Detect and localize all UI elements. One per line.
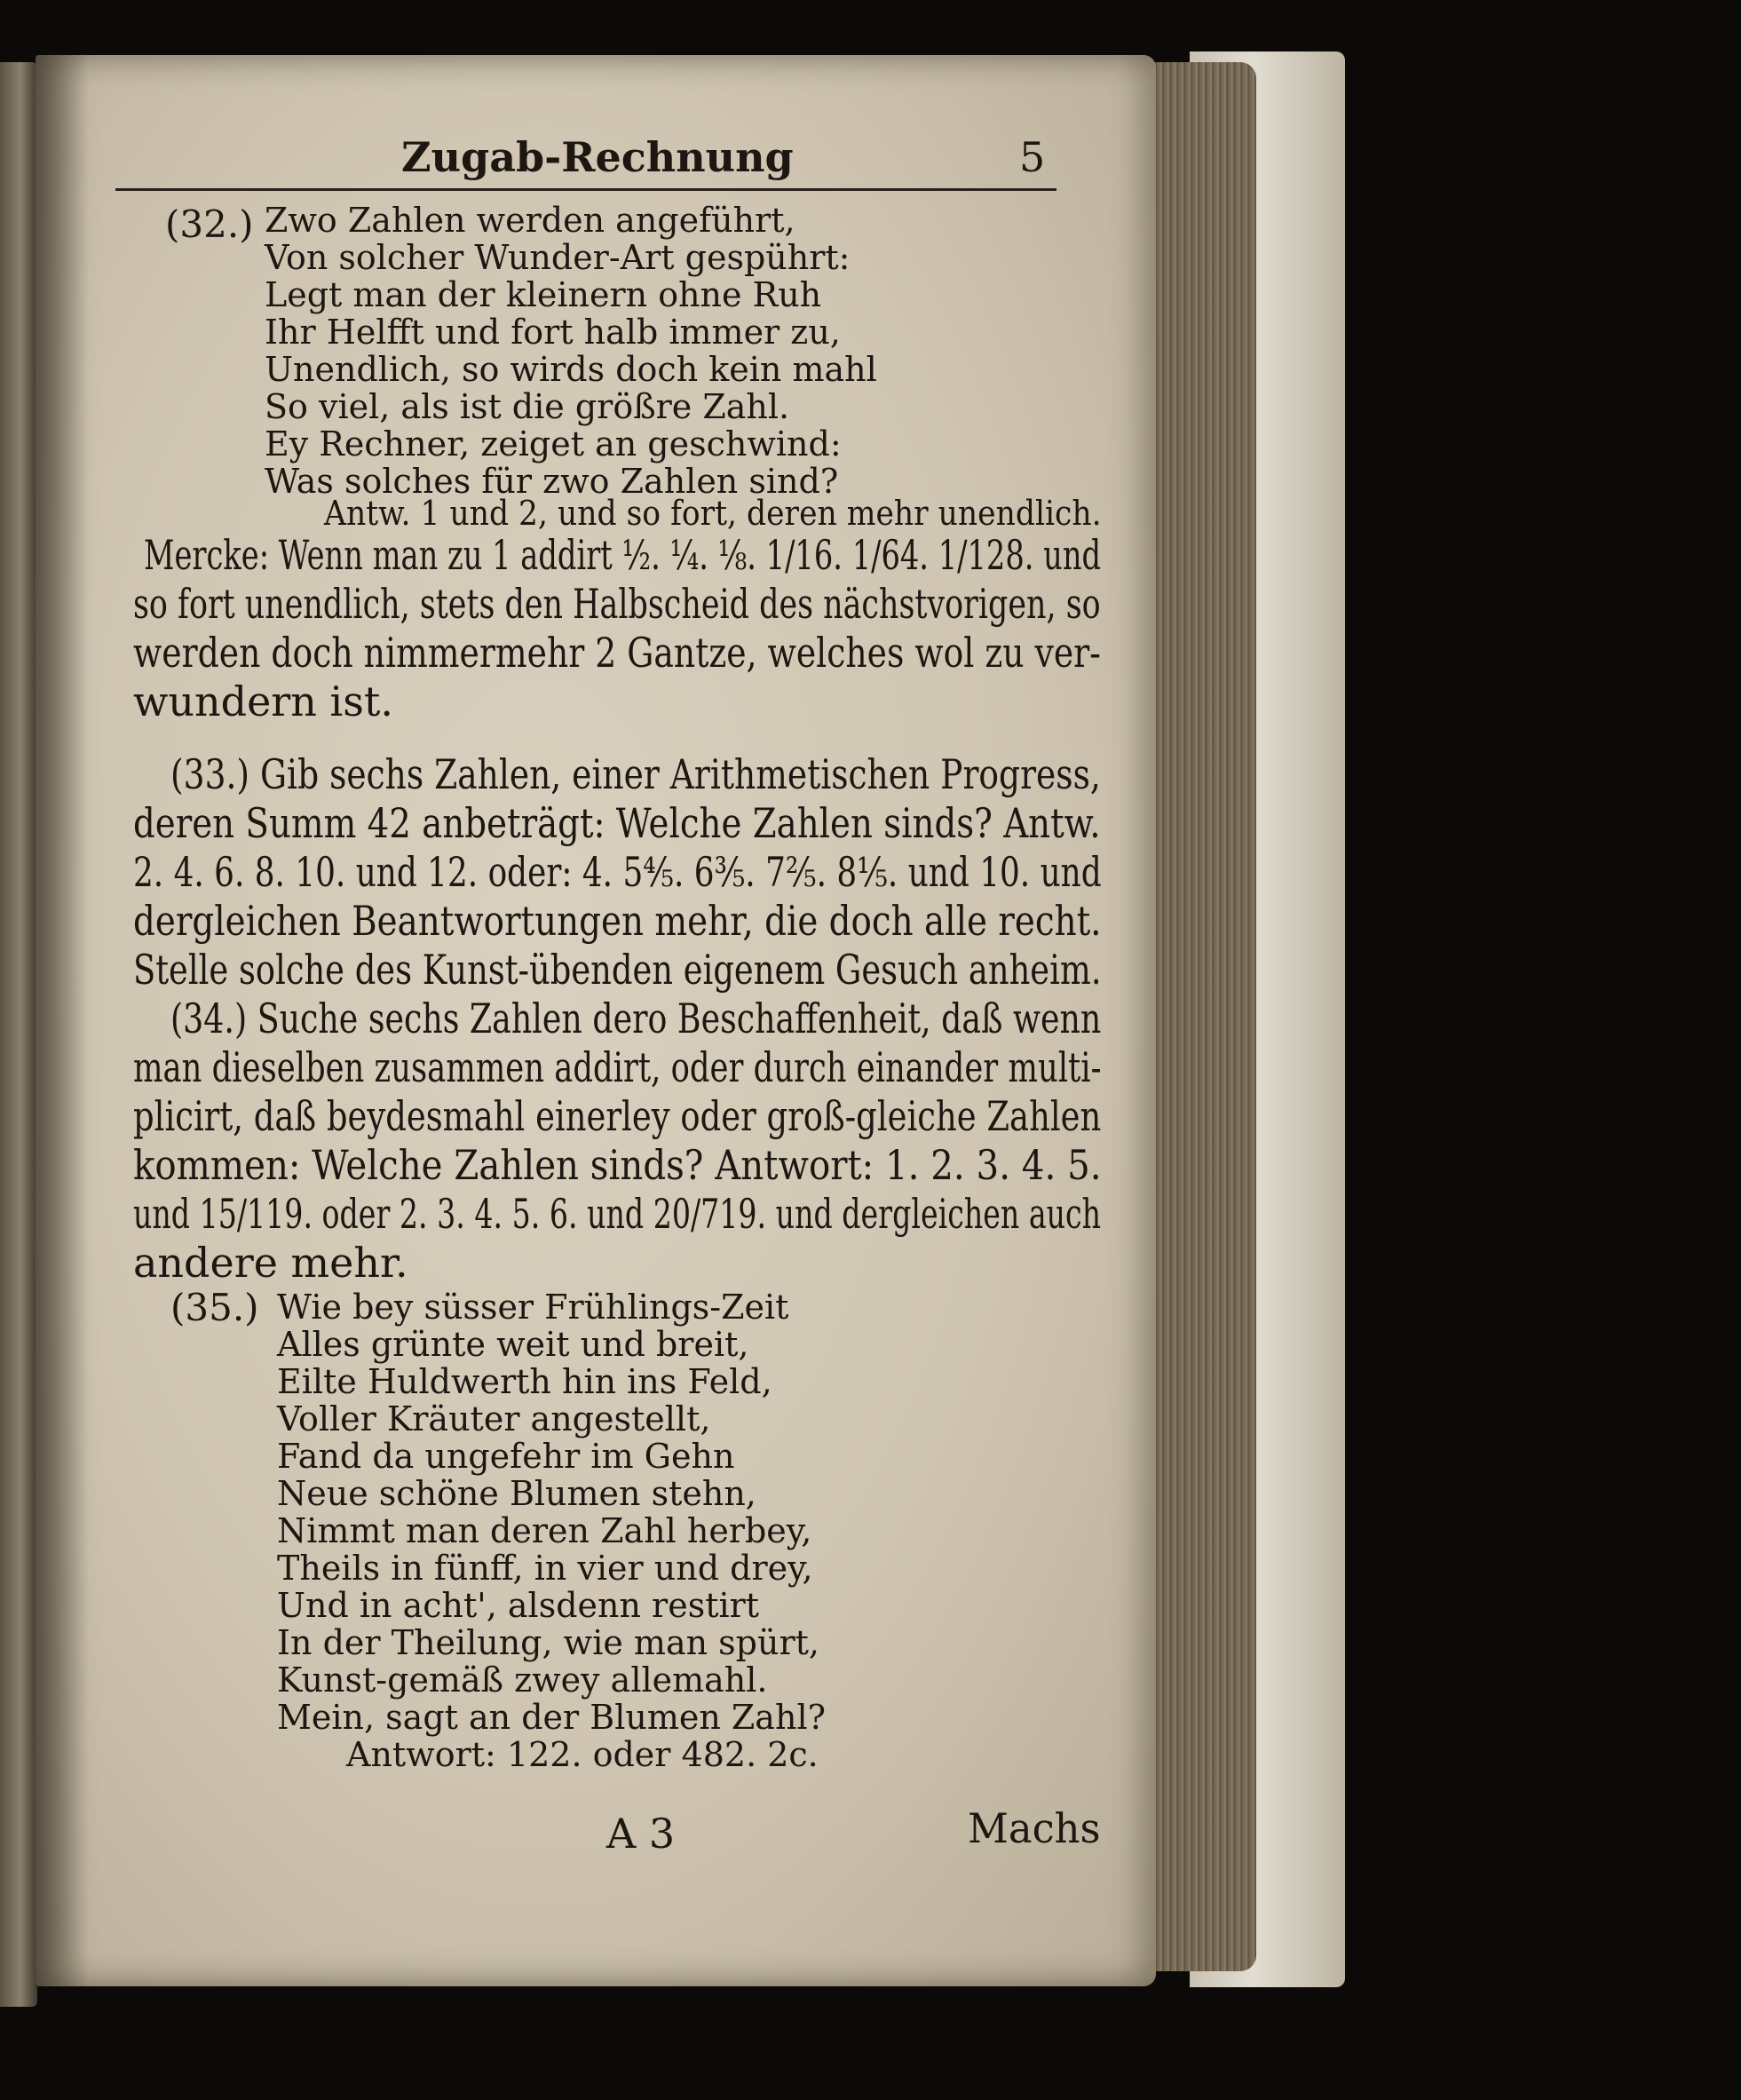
verse-line: Nimmt man deren Zahl herbey, <box>277 1511 812 1550</box>
page-gutter-shadow <box>36 55 89 1986</box>
problem-35-answer: Antwort: 122. oder 482. 2c. <box>346 1735 819 1774</box>
verse-line: Was solches für zwo Zahlen sind? <box>265 462 839 501</box>
verse-line: Legt man der kleinern ohne Ruh <box>265 275 822 314</box>
problem-34-line: man dieselben zusammen addirt, oder durch einander multi- <box>133 1043 1102 1091</box>
verse-line: Fand da ungefehr im Gehn <box>277 1437 735 1476</box>
problem-34-line: und 15/119. oder 2. 3. 4. 5. 6. und 20/719. und dergleichen auch <box>133 1190 1102 1238</box>
verse-line: Und in acht', alsdenn restirt <box>277 1586 760 1625</box>
verse-line: Ihr Helfft und fort halb immer zu, <box>265 313 841 352</box>
verse-line: Mein, sagt an der Blumen Zahl? <box>277 1698 826 1737</box>
note-line: so fort unendlich, stets den Halbscheid des nächstvorigen, so <box>133 580 1101 628</box>
verse-line: In der Theilung, wie man spürt, <box>277 1623 819 1662</box>
problem-33-line: Stelle solche des Kunst-übenden eigenem Gesuch anheim. <box>133 946 1102 994</box>
note-line: werden doch nimmermehr 2 Gantze, welches wol zu ver- <box>133 629 1101 677</box>
problem-35-number: (35.) <box>170 1286 259 1329</box>
page-number: 5 <box>1019 133 1046 181</box>
verse-line: Von solcher Wunder-Art gespührt: <box>265 238 851 277</box>
verse-line: Kunst-gemäß zwey allemahl. <box>277 1660 768 1700</box>
verse-line: Ey Rechner, zeiget an geschwind: <box>265 424 842 464</box>
note-line: wundern ist. <box>133 678 393 725</box>
verse-line: Neue schöne Blumen stehn, <box>277 1474 756 1513</box>
problem-34-line: andere mehr. <box>133 1239 408 1287</box>
problem-34-line: plicirt, daß beydesmahl einerley oder groß-gleiche Zahlen <box>133 1092 1102 1140</box>
problem-32-number: (32.) <box>165 202 254 246</box>
problem-33-line: 2. 4. 6. 8. 10. und 12. oder: 4. 5⅘. 6⅗. 7⅖. 8⅕. und 10. und <box>133 848 1102 896</box>
problem-33-line: dergleichen Beantwortungen mehr, die doch alle recht. <box>133 897 1102 945</box>
header-rule <box>115 188 1056 191</box>
problem-34-line: (34.) Suche sechs Zahlen dero Beschaffenheit, daß wenn <box>170 995 1102 1042</box>
problem-33-line: deren Summ 42 anbeträgt: Welche Zahlen sinds? Antw. <box>133 799 1101 847</box>
catchword: Machs <box>968 1804 1101 1852</box>
signature-mark: A 3 <box>606 1810 676 1858</box>
verse-line: Alles grünte weit und breit, <box>277 1325 749 1364</box>
verse-line: Eilte Huldwerth hin ins Feld, <box>277 1362 772 1401</box>
problem-34-line: kommen: Welche Zahlen sinds? Antwort: 1. 2. 3. 4. 5. <box>133 1141 1102 1189</box>
left-page-edge <box>0 62 37 2007</box>
verse-line: Unendlich, so wirds doch kein mahl <box>265 350 877 389</box>
problem-33-line: (33.) Gib sechs Zahlen, einer Arithmetischen Progress, <box>170 750 1101 798</box>
verse-line: Wie bey süsser Frühlings-Zeit <box>277 1288 789 1327</box>
note-line: Mercke: Wenn man zu 1 addirt ½. ¼. ⅛. 1/16. 1/64. 1/128. und <box>144 531 1102 579</box>
problem-32-answer: Antw. 1 und 2, und so fort, deren mehr unendlich. <box>324 494 1102 533</box>
running-title: Zugab-Rechnung <box>401 133 794 181</box>
verse-line: Theils in fünff, in vier und drey, <box>277 1549 813 1588</box>
verse-line: So viel, als ist die größre Zahl. <box>265 387 790 426</box>
verse-line: Voller Kräuter angestellt, <box>277 1399 711 1438</box>
verse-line: Zwo Zahlen werden angeführt, <box>265 201 795 240</box>
